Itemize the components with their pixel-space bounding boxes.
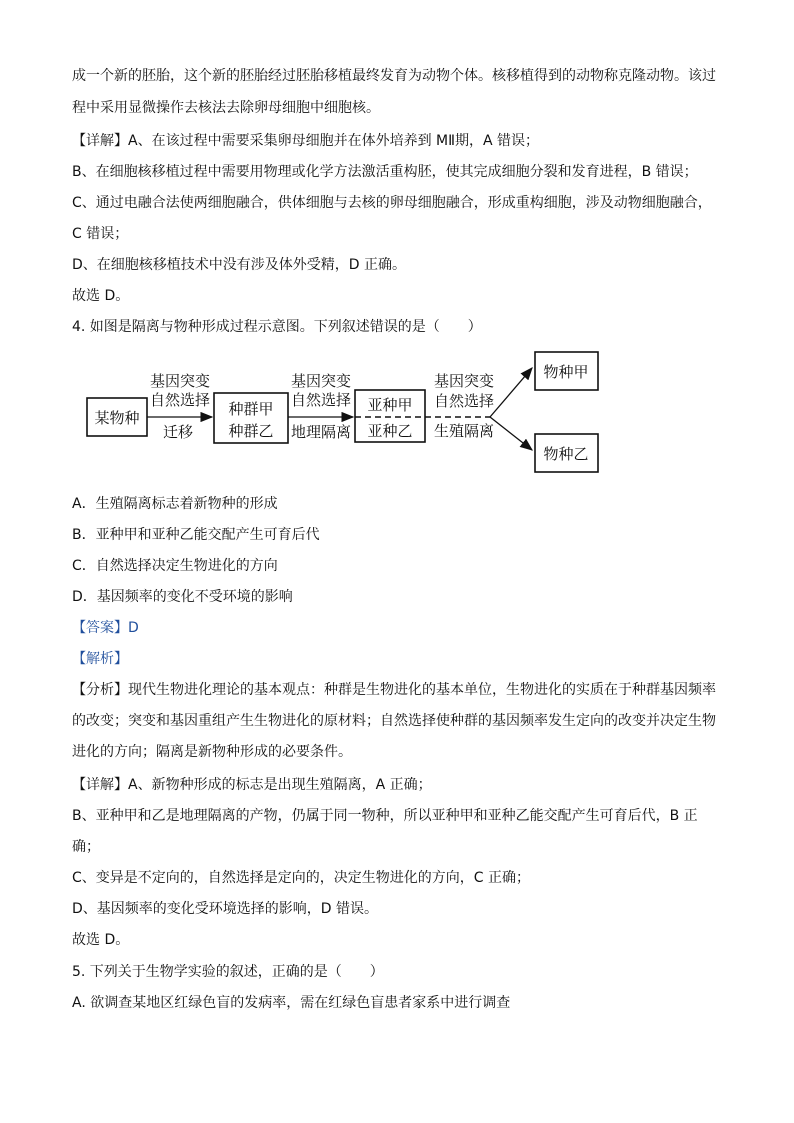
stage3-bottom-label: 生殖隔离: [433, 422, 495, 440]
q4-answer: 【答案】D: [72, 620, 139, 636]
q4-option-d: D．基因频率的变化不受环境的影响: [72, 589, 293, 605]
q5-option-a: A. 欲调查某地区红绿色盲的发病率，需在红绿色盲患者家系中进行调查: [72, 995, 511, 1011]
stage2-bottom-label: 地理隔离: [290, 423, 352, 441]
stage2-mid-label: 自然选择: [290, 391, 352, 409]
stage1-mid-label: 自然选择: [149, 391, 211, 409]
stage1-bottom-label: 迁移: [162, 423, 194, 441]
q3-detail-d: D、在细胞核移植技术中没有涉及体外受精，D 正确。: [72, 257, 407, 273]
q4-analysis-line-1: 【分析】现代生物进化理论的基本观点：种群是生物进化的基本单位，生物进化的实质在于种群基因频率: [72, 682, 716, 698]
subspecies-a-label: 亚种甲: [367, 396, 413, 414]
q4-choose: 故选 D。: [72, 932, 130, 948]
q3-detail-c2: C 错误；: [72, 226, 129, 242]
q4-option-c: C．自然选择决定生物进化的方向: [72, 558, 278, 574]
q4-stem: 4. 如图是隔离与物种形成过程示意图。下列叙述错误的是（ ）: [72, 319, 482, 335]
species-a-label: 物种甲: [543, 363, 589, 381]
q3-detail-a: 【详解】A、在该过程中需要采集卵母细胞并在体外培养到 MⅡ期，A 错误；: [72, 133, 540, 149]
branch-arrow-up: [490, 368, 532, 417]
stage3-top-label: 基因突变: [433, 372, 495, 390]
q4-detail-line-1: 【详解】A、新物种形成的标志是出现生殖隔离，A 正确；: [72, 777, 432, 793]
intro-line-2: 程中采用显微操作去核法去除卵母细胞中细胞核。: [72, 100, 380, 116]
q4-analysis-label: 【解析】: [72, 651, 128, 667]
q4-analysis-line-2: 的改变；突变和基因重组产生生物进化的原材料；自然选择使种群的基因频率发生定向的改变并决定生物: [72, 713, 716, 729]
speciation-diagram: [0, 340, 794, 480]
population-b-label: 种群乙: [228, 422, 274, 440]
stage2-top-label: 基因突变: [290, 372, 352, 390]
q3-choose: 故选 D。: [72, 288, 130, 304]
branch-arrow-down: [490, 417, 532, 450]
q3-detail-c1: C、通过电融合法使两细胞融合，供体细胞与去核的卵母细胞融合，形成重构细胞，涉及动物细胞融合，: [72, 195, 712, 211]
q4-detail-line-2: B、亚种甲和乙是地理隔离的产物，仍属于同一物种，所以亚种甲和亚种乙能交配产生可育后代，B 正: [72, 808, 698, 824]
species-b-label: 物种乙: [543, 445, 589, 463]
q5-stem: 5. 下列关于生物学实验的叙述，正确的是（ ）: [72, 964, 384, 980]
intro-line-1: 成一个新的胚胎，这个新的胚胎经过胚胎移植最终发育为动物个体。核移植得到的动物称克隆动物。该过: [72, 68, 716, 84]
population-a-label: 种群甲: [228, 400, 274, 418]
q4-analysis-line-3: 进化的方向；隔离是新物种形成的必要条件。: [72, 744, 352, 760]
subspecies-b-label: 亚种乙: [367, 422, 413, 440]
q4-detail-line-4: C、变异是不定向的，自然选择是定向的，决定生物进化的方向，C 正确；: [72, 870, 530, 886]
q4-detail-line-5: D、基因频率的变化受环境选择的影响，D 错误。: [72, 901, 379, 917]
stage3-mid-label: 自然选择: [433, 392, 495, 410]
q4-option-b: B．亚种甲和亚种乙能交配产生可育后代: [72, 527, 320, 543]
q4-detail-line-3: 确；: [72, 839, 100, 855]
q3-detail-b: B、在细胞核移植过程中需要用物理或化学方法激活重构胚，使其完成细胞分裂和发育进程，B 错误；: [72, 164, 698, 180]
start-species-label: 某物种: [94, 409, 140, 427]
stage1-top-label: 基因突变: [149, 372, 211, 390]
q4-option-a: A．生殖隔离标志着新物种的形成: [72, 496, 278, 512]
